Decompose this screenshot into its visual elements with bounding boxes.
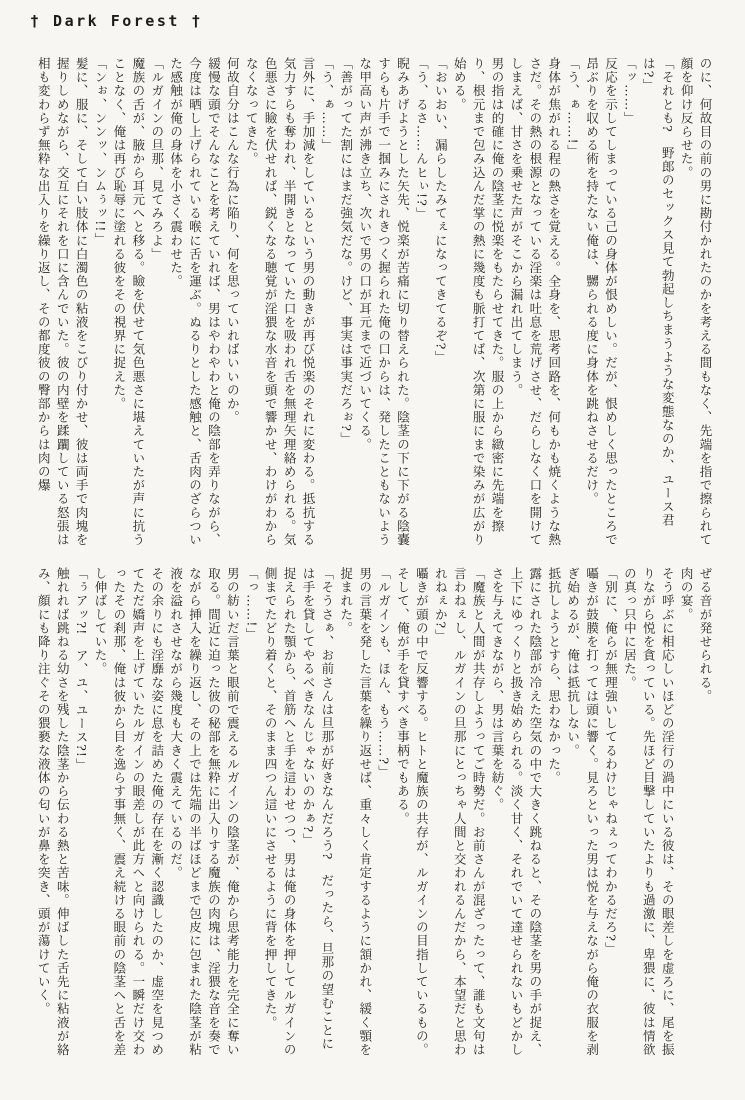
paragraph: 睨みあげようとした矢先、悦楽が苦痛に切り替えられた。陰茎の下に下がる陰嚢すらも片手で一掴みにされきつく握られた俺の口からは、発したこともないような甲高い声が沸き立ち、次いで男の口が耳元まで近づいてくる。 [357, 57, 411, 547]
paragraph: 何故自分はこんな行為に陥り、何を思っていればいいのか。 [225, 57, 241, 425]
paragraph: 「それとも? 野郎のセックス見て勃起しちまうような変態なのか、ユース君は?」 [641, 57, 676, 528]
paragraph: 「う、ぁ……!」 [565, 57, 581, 159]
paragraph: 身体が焦がれる程の熱さを覚える。全身を、思考回路を、何もかも焼くような熱さだ。その熱の根源となっている淫楽は吐息を荒げさせ、だらしなく口を開けてしまえば、甘さを乗せた声がそこから漏れ出てしまう。 [508, 57, 562, 547]
paragraph: 魔族の舌が、腋から耳元へと移る。瞼を伏せて気色悪さに堪えていたが声に抗うことなく、俺は再び恥辱に塗れる彼をその視界に捉えた。 [111, 57, 146, 547]
paragraph: ぜる音が発せられる。 [698, 567, 713, 703]
paragraph: 男の言葉を発した言葉を繰り返せば、重々しく肯定するように頷かれ、緩く顎を捉まれた。 [338, 567, 373, 1057]
page-header [30, 12, 203, 30]
paragraph: 「ルガインも、ほん、もう……?」 [376, 567, 392, 779]
paragraph: 「善がってた割にはまだ強気だな。けど、事実は事実だろぉ?」 [338, 57, 354, 446]
text-block-top [30, 57, 714, 548]
paragraph: のに、何故目の前の男に勘付かれたのかを考える間もなく、先端を指で擦られて顔を仰け反らせた。 [679, 57, 713, 547]
paragraph: 「う、るさ……んヒぃ!?」 [414, 57, 430, 221]
paragraph: 髪に、服に、そして白い肢体に白濁色の粘液をこびり付かせ、彼は両手で肉塊を握りしめながら、交互にそれを口に含んでいた。彼の内壁を蹂躙している怒張は相も変わらず無粋な出入りを繰り返し、その都度彼の臀部からは肉の爆 [36, 57, 90, 547]
paragraph: 「っ……!」 [244, 567, 260, 642]
paragraph: 囁きが鼓膜を打っては頭に響く。見ろといった男は悦を与えながら俺の衣服を剥ぎ始めるが、俺は抵抗しない。 [565, 567, 600, 1057]
paragraph: 肉の宴。 [679, 567, 695, 622]
page-title: † Dark Forest † [30, 12, 203, 30]
paragraph: 「ンぉ、ンンッ、ンムぅッ!!」 [93, 57, 108, 247]
paragraph: 囁きが頭の中で反響する。ヒトと魔族の共存が、ルガインの目指しているもの。そして、俺が手を貸すべき事柄でもある。 [395, 567, 430, 1057]
paragraph: その余りにも淫靡な姿に息を詰めた俺の存在を漸く認識したのか、虚空を見つめてただ嬌声を上げていたルガインの眼差しが此方へと向けられる。一瞬だけ交わったその刹那、俺は彼から目を逸らす事無く、震え続ける眼前の陰茎へと舌を差し伸ばしていた。 [93, 567, 165, 1057]
paragraph: 「ぅアッ?! ア、ユ、ユース?!」 [74, 567, 90, 772]
paragraph: 「ルガインの旦那、見てみろよ」 [149, 57, 165, 261]
paragraph: 反応を示してしまっている己の身体が恨めしい。だが、恨めしく思ったところで昂ぶりを収める術を持たない俺は、嬲られる度に身体を跳ねさせるだけ。 [584, 57, 619, 547]
paragraph: 触れれば跳ねる幼さを残した陰茎から伝わる熱と苦味。伸ばした舌先に粘液が絡み、顔にも降り注ぐその猥褻な液体の匂いが鼻を突き、頭が蕩けていく。 [36, 567, 71, 1057]
paragraph: 男の指は的確に俺の陰茎に悦楽をもたらせてきた。服の上から緻密に先端を擦り、根元まで包み込んだ掌の熱に幾度も脈打てば、次第に服にまで染みが広がり始める。 [452, 57, 506, 547]
paragraph: 捉えられた顎から、首筋へと手を這わせつつ、男は俺の身体を押してルガインの側までたどり着くと、そのまま四つん這いにさせるように背を押してきた。 [263, 567, 298, 1057]
paragraph: 「そうさぁ、お前さんは旦那が好きなんだろう? だったら、旦那の望むことには手を貸してやるべきなんじゃないのかぁ?」 [300, 567, 335, 1051]
paragraph: 抵抗しようとすら、思わなかった。 [546, 567, 562, 785]
paragraph: そう呼ぶに相応しいほどの淫行の渦中にいる彼は、その眼差しを虚ろに、尾を振りながら悦を貪っている。先ほど目撃していたよりも過激に、卑猥に、彼は情欲の真っ只中に居た。 [622, 567, 676, 1057]
text-block-bottom [30, 567, 714, 1058]
paragraph: 「う、ぁ……」 [319, 57, 335, 153]
paragraph: 露にされた陰部が冷えた空気の中で大きく跳ねると、その陰茎を男の手が捉え、上下にゆっくりと扱き始められる。淡く甘く、それでいて達せられないもどかしさを与えてきながら、男は言葉を紡ぐ。 [490, 567, 543, 1057]
paragraph: 男の紡いだ言葉と眼前で震えるルガインの陰茎が、俺から思考能力を完全に奪い取る。間近に迫った彼の秘部を無粋に出入りする魔族の肉塊は、淫猥な音を奏でながら挿入を繰り返し、その上では先端の半ばほどまで包皮に包まれた陰茎が粘液を溢れさせながら幾度も大きく震えているのだ。 [168, 567, 241, 1057]
paragraph: 「ッ……」 [622, 57, 638, 125]
paragraph: 「別に、俺らが無理強いしてるわけじゃねぇってわかるだろ?」 [603, 567, 619, 956]
paragraph: 緩慢な頭でそんなことを考えていれば、男はやわやわと俺の陰部を弄りながら、今度は晒し上げられている喉に舌を運ぶ。ぬるりとした感触と、舌肉のざらついた感触が俺の身体を小さく震わせた。 [168, 57, 222, 547]
paragraph: 「魔族と人間が共存しようってご時勢だ。お前さんが混ざったって、誰も文句は言わねぇし、ルガインの旦那にとっちゃ人間と交われるんだから、本望だと思われねぇか?」 [433, 567, 487, 1057]
paragraph: 言外に、手加減をしているという男の動きが再び悦楽のそれに変わる。抵抗する気力すらも奪われ、半開きとなっていた口を吸われ舌を無理矢理絡められる。気色悪さに瞼を伏せれば、鋭くなる聴覚が淫猥な水音を頭で響かせ、わけがわからなくなってきた。 [244, 57, 316, 547]
paragraph: 「おいおい、漏らしたみてぇになってきてるぞ?」 [433, 57, 449, 365]
